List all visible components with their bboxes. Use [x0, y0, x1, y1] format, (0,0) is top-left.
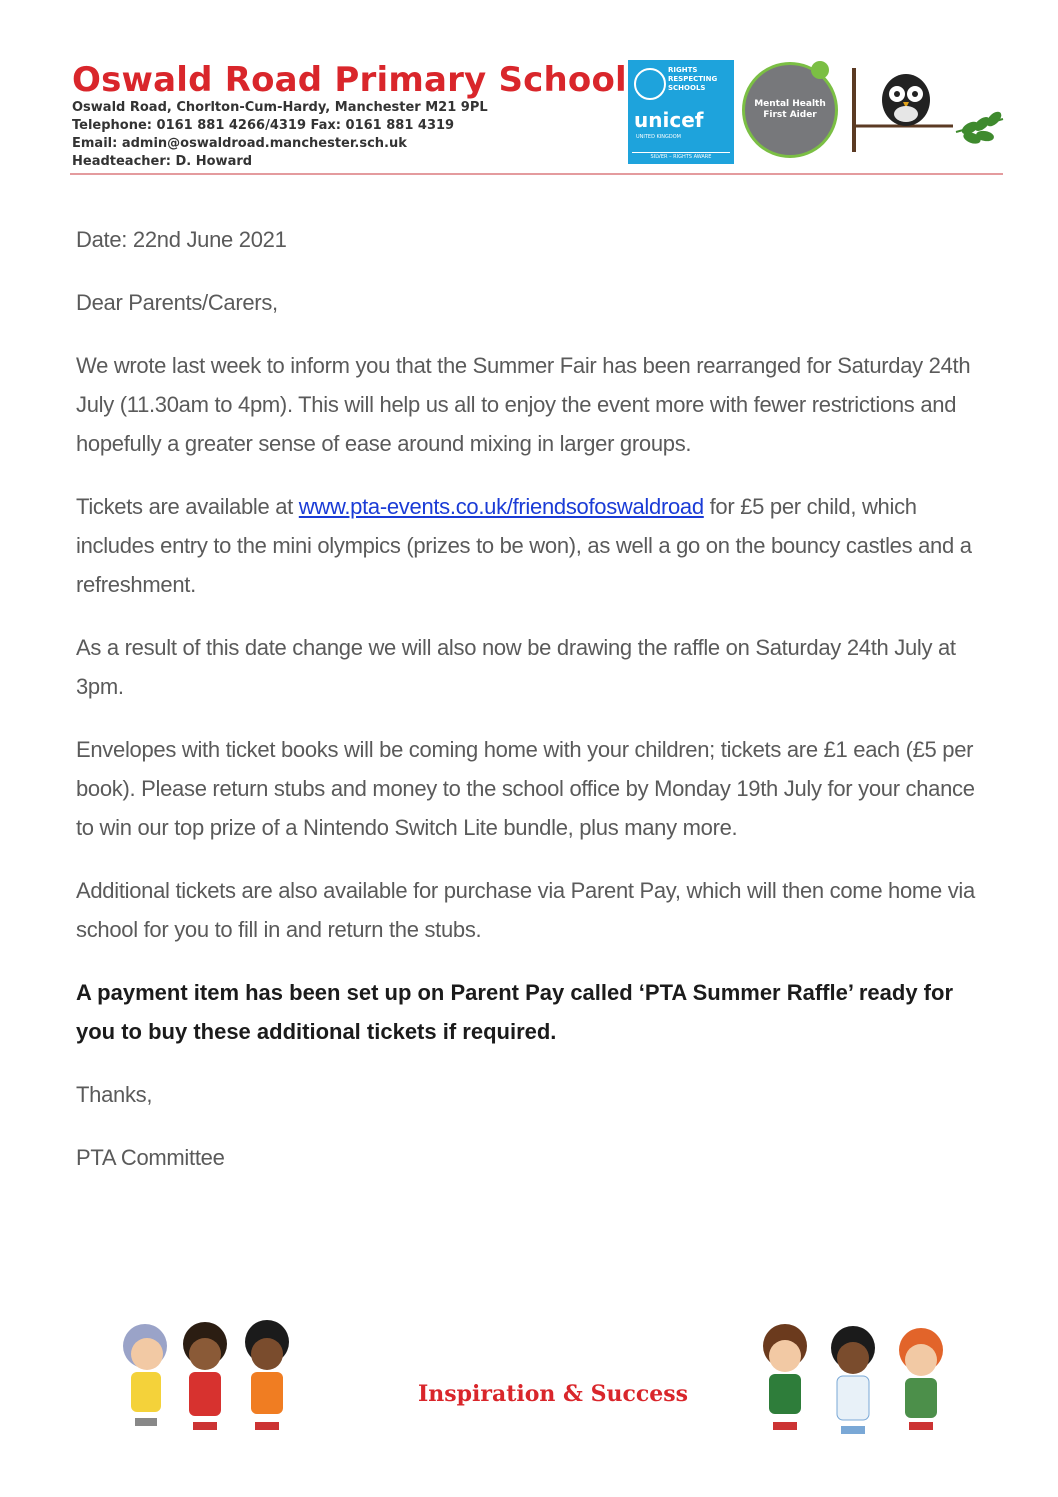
- letter-date: Date: 22nd June 2021: [76, 227, 287, 252]
- header-divider: [70, 173, 1003, 175]
- school-telephone: Telephone: 0161 881 4266/4319 Fax: 0161 881 4319: [72, 118, 455, 133]
- paragraph-raffle-date: As a result of this date change we will also now be drawing the raffle on Saturday 24th July at 3pm.: [76, 635, 956, 699]
- school-name: Oswald Road Primary School: [72, 60, 627, 100]
- mental-health-first-aider-logo: [742, 62, 838, 158]
- letter-body: [76, 220, 986, 1201]
- mhfa-tab-icon: [811, 61, 829, 79]
- unicef-rights-respecting-logo: [628, 60, 734, 164]
- owl-on-branch-icon: [848, 64, 1008, 154]
- unicef-globe-icon: [634, 68, 666, 100]
- letter-signature: PTA Committee: [76, 1145, 225, 1170]
- tickets-text-after: for £5 per child, which includes entry to the mini olympics (prizes to be won), as well a go on the bouncy castles and a refreshment.: [76, 494, 972, 597]
- paragraph-ticket-books: Envelopes with ticket books will be coming home with your children; tickets are £1 each (£5 per book). Please return stubs and money to the school office by Monday 19th July for your chance to win our top prize of a Nintendo Switch Lite bundle, plus many more.: [76, 737, 975, 840]
- headteacher: Headteacher: D. Howard: [72, 154, 253, 169]
- paragraph-tickets: [76, 487, 986, 604]
- letter-closing: Thanks,: [76, 1082, 153, 1107]
- unicef-badge-text: RIGHTS RESPECTING SCHOOLS: [668, 66, 718, 92]
- footer-motto: Inspiration & Success: [417, 1381, 689, 1407]
- unicef-country: UNITED KINGDOM: [636, 134, 681, 140]
- letter-salutation: Dear Parents/Carers,: [76, 290, 278, 315]
- paragraph-additional-tickets: Additional tickets are also available for purchase via Parent Pay, which will then come home via school for you to fill in and return the stubs.: [76, 878, 975, 942]
- paragraph-parent-pay: A payment item has been set up on Parent Pay called ‘PTA Summer Raffle’ ready for you to buy these additional tickets if required.: [76, 980, 954, 1044]
- children-illustration-right: [745, 1318, 965, 1448]
- unicef-award: SILVER – RIGHTS AWARE: [632, 152, 730, 162]
- school-address: Oswald Road, Chorlton-Cum-Hardy, Manchester M21 9PL: [72, 100, 488, 115]
- unicef-word: unicef: [634, 108, 704, 132]
- paragraph-summer-fair: We wrote last week to inform you that the Summer Fair has been rearranged for Saturday 24th July (11.30am to 4pm). This will help us all to enjoy the event more with fewer restrictions and hopefully a greater sense of ease around mixing in larger groups.: [76, 353, 971, 456]
- tickets-text-before: Tickets are available at: [76, 494, 299, 519]
- school-email: Email: admin@oswaldroad.manchester.sch.uk: [72, 136, 407, 151]
- mhfa-text: Mental Health First Aider: [754, 99, 826, 120]
- pta-events-link[interactable]: www.pta-events.co.uk/friendsofoswaldroad: [298, 494, 704, 519]
